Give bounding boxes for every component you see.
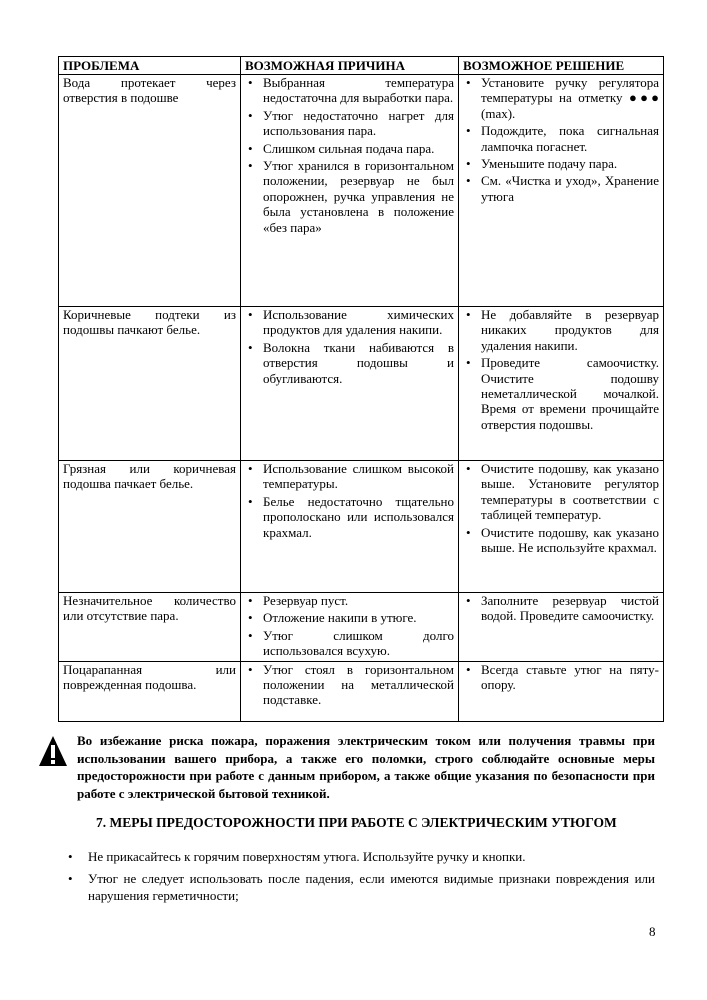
cause-item: • Использование химических продуктов для удаления накипи.: [245, 307, 454, 338]
table-row: [59, 461, 664, 593]
table-row: [59, 661, 664, 721]
cause-item: • Утюг хранился в горизонтальном положении, резервуар не был опорожнен, ручка управления не была установлена в положение «без пара»: [245, 158, 454, 235]
section-title: 7. МЕРЫ ПРЕДОСТОРОЖНОСТИ ПРИ РАБОТЕ С ЭЛЕКТРИЧЕСКИМ УТЮГОМ: [96, 815, 617, 830]
header-solution: ВОЗМОЖНОЕ РЕШЕНИЕ: [459, 57, 664, 75]
solution-cell: [459, 593, 664, 662]
cause-item: • Утюг недостаточно нагрет для использования пара.: [245, 108, 454, 139]
table-row: [59, 75, 664, 307]
problem-cell: Незначительное количество или отсутствие пара.: [59, 593, 241, 662]
solution-item: • Очистите подошву, как указано выше. Не используйте крахмал.: [463, 525, 659, 556]
solution-cell: [459, 661, 664, 721]
cause-cell: [241, 75, 459, 307]
solution-cell: [459, 75, 664, 307]
cause-item: • Выбранная температура недостаточна для выработки пара.: [245, 75, 454, 106]
cause-item: • Слишком сильная подача пара.: [245, 141, 454, 156]
solution-item: • См. «Чистка и уход», Хранение утюга: [463, 173, 659, 204]
header-problem: ПРОБЛЕМА: [59, 57, 241, 75]
solution-item: • Проведите самоочистку. Очистите подошву неметаллической мочалкой. Время от времени прочищайте отверстия подошвы.: [463, 355, 659, 432]
table-header-row: [59, 57, 664, 75]
table-row: [59, 307, 664, 461]
cause-cell: [241, 593, 459, 662]
cause-cell: [241, 661, 459, 721]
header-cause: ВОЗМОЖНАЯ ПРИЧИНА: [241, 57, 459, 75]
cause-cell: [241, 307, 459, 461]
problem-cell: Коричневые подтеки из подошвы пачкают белье.: [59, 307, 241, 461]
list-item: • Утюг не следует использовать после падения, если имеются видимые признаки повреждения или нарушения герметичности;: [68, 870, 655, 905]
solution-item: • Уменьшите подачу пара.: [463, 156, 659, 171]
solution-cell: [459, 307, 664, 461]
solution-item: • Очистите подошву, как указано выше. Установите регулятор температуры в соответствии с таблицей температур.: [463, 461, 659, 523]
cause-item: • Утюг слишком долго использовался всухую.: [245, 628, 454, 659]
warning-triangle-icon: [38, 735, 68, 767]
problem-cell: Поцарапанная или поврежденная подошва.: [59, 661, 241, 721]
cause-item: • Резервуар пуст.: [245, 593, 454, 608]
cause-item: • Волокна ткани набиваются в отверстия подошвы и обугливаются.: [245, 340, 454, 386]
solution-item: • Установите ручку регулятора температуры на отметку ●●● (max).: [463, 75, 659, 121]
cause-cell: [241, 461, 459, 593]
page-number: 8: [649, 924, 656, 939]
list-item: • Не прикасайтесь к горячим поверхностям утюга. Используйте ручку и кнопки.: [68, 848, 655, 866]
table-row: [59, 593, 664, 662]
problem-cell: Вода протекает через отверстия в подошве: [59, 75, 241, 307]
solution-item: • Подождите, пока сигнальная лампочка погаснет.: [463, 123, 659, 154]
problem-cell: Грязная или коричневая подошва пачкает белье.: [59, 461, 241, 593]
safety-list: [68, 848, 655, 909]
troubleshooting-table: [58, 56, 664, 722]
cause-item: • Утюг стоял в горизонтальном положении на металлической подставке.: [245, 662, 454, 708]
warning-text: Во избежание риска пожара, поражения электрическим током или получения травмы при использовании вашего прибора, а также его поломки, строго соблюдайте основные меры предосторожности при работе с данным прибором, а также общие указания по безопасности при работе с электрической бытовой техникой.: [77, 733, 655, 801]
solution-item: • Заполните резервуар чистой водой. Проведите самоочистку.: [463, 593, 659, 624]
solution-item: • Всегда ставьте утюг на пяту-опору.: [463, 662, 659, 693]
solution-cell: [459, 461, 664, 593]
solution-item: • Не добавляйте в резервуар никаких продуктов для удаления накипи.: [463, 307, 659, 353]
cause-item: • Отложение накипи в утюге.: [245, 610, 454, 625]
cause-item: • Использование слишком высокой температуры.: [245, 461, 454, 492]
cause-item: • Белье недостаточно тщательно прополоскано или использовался крахмал.: [245, 494, 454, 540]
